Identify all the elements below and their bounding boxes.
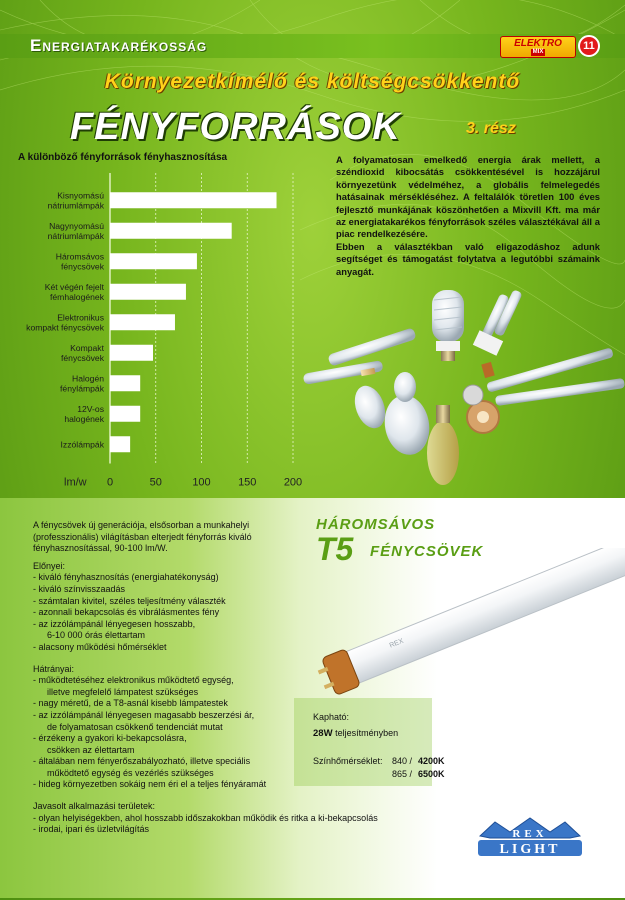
logo-bottom-text: MIX (532, 48, 544, 55)
category-label: Nagynyomású nátriumlámpák (47, 220, 104, 241)
category-label: Két végén fejelt fémhalogének (44, 281, 104, 302)
x-tick-label: 100 (192, 476, 211, 489)
bar (110, 223, 232, 239)
use-item: - irodai, ipari és üzletvilágítás (33, 824, 150, 835)
category-label: Izzólámpák (60, 439, 104, 450)
t5-tube-image (298, 548, 625, 698)
page-number: 11 (578, 35, 600, 57)
article-subtitle: Környezetkímélő és költségcsökkentő (104, 70, 521, 93)
product-suffix: FÉNYCSÖVEK (370, 543, 484, 560)
product-prefix: HÁROMSÁVOS (316, 516, 436, 533)
bar (110, 375, 140, 391)
use-item: - olyan helyiségekben, ahol hosszabb időszakokban működik és ritka a ki-bekapcsolás (33, 812, 378, 823)
con-item: - érzékeny a gyakori ki-bekapcsolásra, (33, 733, 187, 744)
x-tick-label: 50 (149, 476, 162, 489)
pro-item: - azonnali bekapcsolás és vibrálásmentes fény (33, 607, 220, 618)
spec-available (313, 712, 398, 739)
temp2-kelvin: 6500K (418, 769, 445, 779)
bar (110, 345, 153, 361)
body-intro: A fénycsövek új generációja, elsősorban a munkahelyi (professzionális) világításban elterjedt fényforrás kiváló fényhasznosítással, 90-100 lm/W. (33, 520, 252, 554)
hid-bulb-1 (349, 382, 390, 433)
brand-top: REX (512, 828, 548, 840)
rex-light-logo (470, 816, 590, 871)
con-item: - hideg környezetben sokáig nem éri el a teljes fényáramát (33, 779, 267, 790)
product-name: T5 (316, 531, 354, 567)
chart-title: A különböző fényforrások fényhasznosítása (18, 152, 228, 163)
bar (110, 253, 197, 269)
bar (110, 192, 277, 208)
elektro-mix-logo (500, 36, 576, 58)
category-label: Kompakt fénycsövek (61, 342, 104, 363)
available-label: Kapható: (313, 712, 350, 722)
category-label: 12V-os halogének (64, 403, 104, 424)
logo-top-text: ELEKTRO (514, 37, 562, 49)
use-title: Javasolt alkalmazási területek: (33, 801, 156, 812)
pro-item: 6-10 000 órás élettartam (47, 630, 146, 641)
x-tick-label: 0 (106, 476, 114, 489)
pro-item: - alacsony működési hőmérséklet (33, 641, 167, 652)
pro-item: - az izzólámpánál lényegesen hosszabb, (33, 618, 196, 629)
con-item: működtető egység és vezérlés szükséges (47, 767, 214, 778)
category-label: Kisnyomású nátriumlámpák (47, 190, 104, 211)
con-item: - az izzólámpánál lényegesen magasabb beszerzési ár, (33, 709, 255, 720)
intro-text (336, 154, 600, 278)
spiral-bulb (432, 290, 464, 361)
intro-paragraph-1: A folyamatosan emelkedő energia árak mellett, a széndioxid kibocsátás csökkentésével is hozzájárul környezetünk védelméhez, a globális felmelegedés hatásainak mérsékléséhez. A feltalálók töretlen 100 éves fejlesztő munkájának köszönhetően a Mixvill Kft. ma már az energiatakarékos fényforrások széles választékával áll a piac rendelkezésére. (336, 154, 600, 240)
bar (110, 314, 175, 330)
category-label: Halogén fénylámpák (60, 373, 104, 394)
x-tick-label: 150 (238, 476, 257, 489)
bar (110, 406, 140, 422)
brand-bottom: LIGHT (499, 842, 561, 857)
temp1-code: 840 / (392, 756, 413, 766)
pl-compact-lamp (473, 289, 523, 356)
x-tick-label: 200 (283, 476, 303, 489)
bar (110, 284, 186, 300)
temp1-kelvin: 4200K (418, 756, 445, 766)
cons-title: Hátrányai: (33, 663, 75, 674)
efficiency-bar-chart (0, 165, 320, 495)
temp-label: Színhőmérséklet: (313, 756, 383, 766)
hid-bulb-4 (394, 372, 416, 402)
con-item: - működtetéséhez elektronikus működtető egység, (33, 675, 234, 686)
con-item: - nagy méretű, de a T8-asnál kisebb lámpatestek (33, 698, 228, 709)
section-title: Energiatakarékosság (30, 36, 208, 55)
article-title: FÉNYFORRÁSOK (70, 106, 401, 148)
hid-bulb-3 (427, 421, 459, 485)
fluorescent-tubes-diag (481, 347, 625, 406)
pro-item: - kiváló színvisszaadás (33, 583, 126, 594)
bulb-assortment-image (295, 275, 625, 500)
power-suffix: teljesítményben (335, 728, 399, 738)
article-part: 3. rész (466, 120, 516, 137)
hid-bulb-3-base (436, 405, 450, 423)
power-value: 28W (313, 728, 333, 739)
pros-title: Előnyei: (33, 560, 66, 571)
intro-paragraph-2: Ebben a választékban való eligazodáshoz adunk segítséget és támogatást folytatva a legutóbbi számaink anyagát. (336, 240, 600, 277)
con-item: - általában nem fényerőszabályozható, illetve speciális (33, 756, 251, 767)
reflector-lamp (463, 385, 499, 433)
category-label: Háromsávos fénycsövek (55, 251, 104, 272)
bar (110, 436, 130, 452)
tube-print: REX (388, 637, 405, 650)
category-label: Elektronikus kompakt fénycsövek (26, 312, 104, 333)
x-axis-label: lm/w (64, 476, 87, 489)
con-item: illetve megfelelő lámpatest szükséges (47, 686, 199, 697)
con-item: csökken az élettartam (47, 744, 135, 755)
pro-item: - számtalan kivitel, széles teljesítmény választék (33, 595, 226, 606)
temp2-code: 865 / (392, 769, 413, 779)
pro-item: - kiváló fényhasznosítás (energiahatékonyság) (33, 572, 219, 583)
con-item: de folyamatosan csökkenő tendenciát mutat (47, 721, 223, 732)
